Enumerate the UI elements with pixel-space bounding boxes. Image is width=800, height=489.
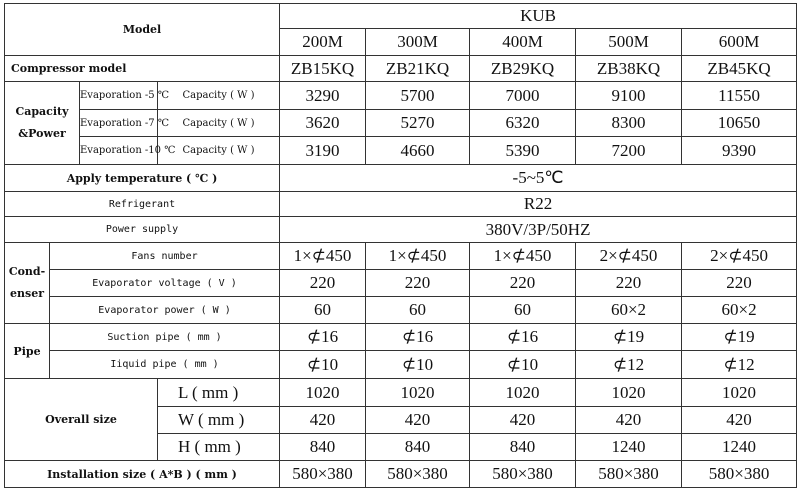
condenser-value: 2×⊄450	[682, 243, 797, 270]
condenser-value: 60	[366, 297, 470, 324]
capacity-value: 3190	[280, 137, 366, 165]
compressor-value: ZB15KQ	[280, 56, 366, 82]
model-col-header: 300M	[366, 29, 470, 56]
pipe-value: ⊄16	[366, 324, 470, 351]
compressor-value: ZB29KQ	[470, 56, 576, 82]
model-col-header: 600M	[682, 29, 797, 56]
capacity-value: 11550	[682, 82, 797, 110]
capacity-value: 6320	[470, 110, 576, 137]
dimension-value: 1020	[280, 379, 366, 407]
capacity-value: 10650	[682, 110, 797, 137]
condenser-value: 1×⊄450	[366, 243, 470, 270]
dimension-value: 1020	[366, 379, 470, 407]
dimension-value: 1240	[682, 434, 797, 461]
capacity-value: 3620	[280, 110, 366, 137]
installation-row	[5, 461, 797, 488]
condenser-value: 60×2	[576, 297, 682, 324]
dimension-value: 420	[366, 407, 470, 434]
evaporation-label: Evaporation -10 ℃	[80, 137, 158, 165]
dimension-value: 840	[366, 434, 470, 461]
compressor-label: Compressor model	[5, 56, 280, 82]
dimension-label: W ( mm )	[158, 407, 280, 434]
pipe-value: ⊄16	[280, 324, 366, 351]
capacity-unit-label: Capacity ( W )	[158, 137, 280, 165]
installation-value: 580×380	[682, 461, 797, 488]
apply-temperature-value: -5~5℃	[280, 165, 797, 192]
pipe-row	[5, 351, 797, 379]
pipe-group-label: Pipe	[5, 324, 50, 379]
capacity-value: 5390	[470, 137, 576, 165]
pipe-item-label: Iiquid pipe ( mm )	[50, 351, 280, 379]
pipe-value: ⊄10	[366, 351, 470, 379]
pipe-item-label: Suction pipe ( mm )	[50, 324, 280, 351]
dimension-value: 1020	[470, 379, 576, 407]
capacity-value: 4660	[366, 137, 470, 165]
condenser-group-label	[5, 243, 50, 324]
compressor-value: ZB45KQ	[682, 56, 797, 82]
capacity-power-group-label	[5, 82, 80, 165]
evaporation-label: Evaporation -7 ℃	[80, 110, 158, 137]
condenser-item-label: Fans number	[50, 243, 280, 270]
refrigerant-value: R22	[280, 192, 797, 217]
capacity-value: 9390	[682, 137, 797, 165]
overall-size-group-label: Overall size	[5, 379, 158, 461]
compressor-row	[5, 56, 797, 82]
installation-value: 580×380	[366, 461, 470, 488]
dimension-value: 1020	[576, 379, 682, 407]
refrigerant-label: Refrigerant	[5, 192, 280, 217]
installation-label: Installation size ( A*B ) ( mm )	[5, 461, 280, 488]
pipe-value: ⊄10	[280, 351, 366, 379]
power-supply-row	[5, 217, 797, 243]
capacity-value: 7000	[470, 82, 576, 110]
condenser-value: 220	[576, 270, 682, 297]
dimension-value: 420	[682, 407, 797, 434]
compressor-value: ZB38KQ	[576, 56, 682, 82]
installation-value: 580×380	[470, 461, 576, 488]
dimension-label: L ( mm )	[158, 379, 280, 407]
capacity-label-line2: &Power	[18, 127, 66, 140]
pipe-value: ⊄12	[682, 351, 797, 379]
model-col-header: 400M	[470, 29, 576, 56]
apply-temperature-row	[5, 165, 797, 192]
dimension-value: 1240	[576, 434, 682, 461]
condenser-value: 60×2	[682, 297, 797, 324]
capacity-unit-label: Capacity ( W )	[158, 110, 280, 137]
capacity-value: 5700	[366, 82, 470, 110]
model-col-header: 200M	[280, 29, 366, 56]
pipe-value: ⊄10	[470, 351, 576, 379]
dimension-value: 420	[280, 407, 366, 434]
power-supply-label: Power supply	[5, 217, 280, 243]
evaporation-label: Evaporation -5 ℃	[80, 82, 158, 110]
condenser-item-label: Evaporator voltage ( V )	[50, 270, 280, 297]
condenser-value: 1×⊄450	[470, 243, 576, 270]
pipe-value: ⊄16	[470, 324, 576, 351]
dimension-value: 420	[576, 407, 682, 434]
condenser-value: 220	[366, 270, 470, 297]
header-row-brand	[5, 4, 797, 29]
dimension-value: 1020	[682, 379, 797, 407]
condenser-value: 60	[280, 297, 366, 324]
compressor-value: ZB21KQ	[366, 56, 470, 82]
pipe-value: ⊄12	[576, 351, 682, 379]
condenser-value: 220	[682, 270, 797, 297]
model-label: Model	[5, 4, 280, 56]
installation-value: 580×380	[280, 461, 366, 488]
condenser-item-label: Evaporator power ( W )	[50, 297, 280, 324]
capacity-unit-label: Capacity ( W )	[158, 82, 280, 110]
pipe-value: ⊄19	[682, 324, 797, 351]
condenser-value: 220	[470, 270, 576, 297]
overall-size-row	[5, 379, 797, 407]
pipe-row	[5, 324, 797, 351]
condenser-value: 60	[470, 297, 576, 324]
capacity-value: 5270	[366, 110, 470, 137]
capacity-value: 3290	[280, 82, 366, 110]
brand-name: KUB	[280, 4, 797, 29]
model-col-header: 500M	[576, 29, 682, 56]
dimension-value: 840	[280, 434, 366, 461]
capacity-value: 8300	[576, 110, 682, 137]
condenser-value: 1×⊄450	[280, 243, 366, 270]
condenser-label-line1: Cond-	[8, 265, 46, 278]
capacity-value: 9100	[576, 82, 682, 110]
pipe-value: ⊄19	[576, 324, 682, 351]
refrigerant-row	[5, 192, 797, 217]
capacity-row	[5, 137, 797, 165]
condenser-row	[5, 297, 797, 324]
dimension-label: H ( mm )	[158, 434, 280, 461]
power-supply-value: 380V/3P/50HZ	[280, 217, 797, 243]
apply-temperature-label: Apply temperature ( ℃ )	[5, 165, 280, 192]
dimension-value: 840	[470, 434, 576, 461]
spec-table	[4, 3, 797, 488]
capacity-label-line1: Capacity	[15, 105, 69, 118]
installation-value: 580×380	[576, 461, 682, 488]
capacity-value: 7200	[576, 137, 682, 165]
condenser-value: 220	[280, 270, 366, 297]
condenser-row	[5, 270, 797, 297]
condenser-label-line2: enser	[10, 287, 44, 300]
capacity-row	[5, 110, 797, 137]
capacity-row	[5, 82, 797, 110]
condenser-row	[5, 243, 797, 270]
condenser-value: 2×⊄450	[576, 243, 682, 270]
dimension-value: 420	[470, 407, 576, 434]
